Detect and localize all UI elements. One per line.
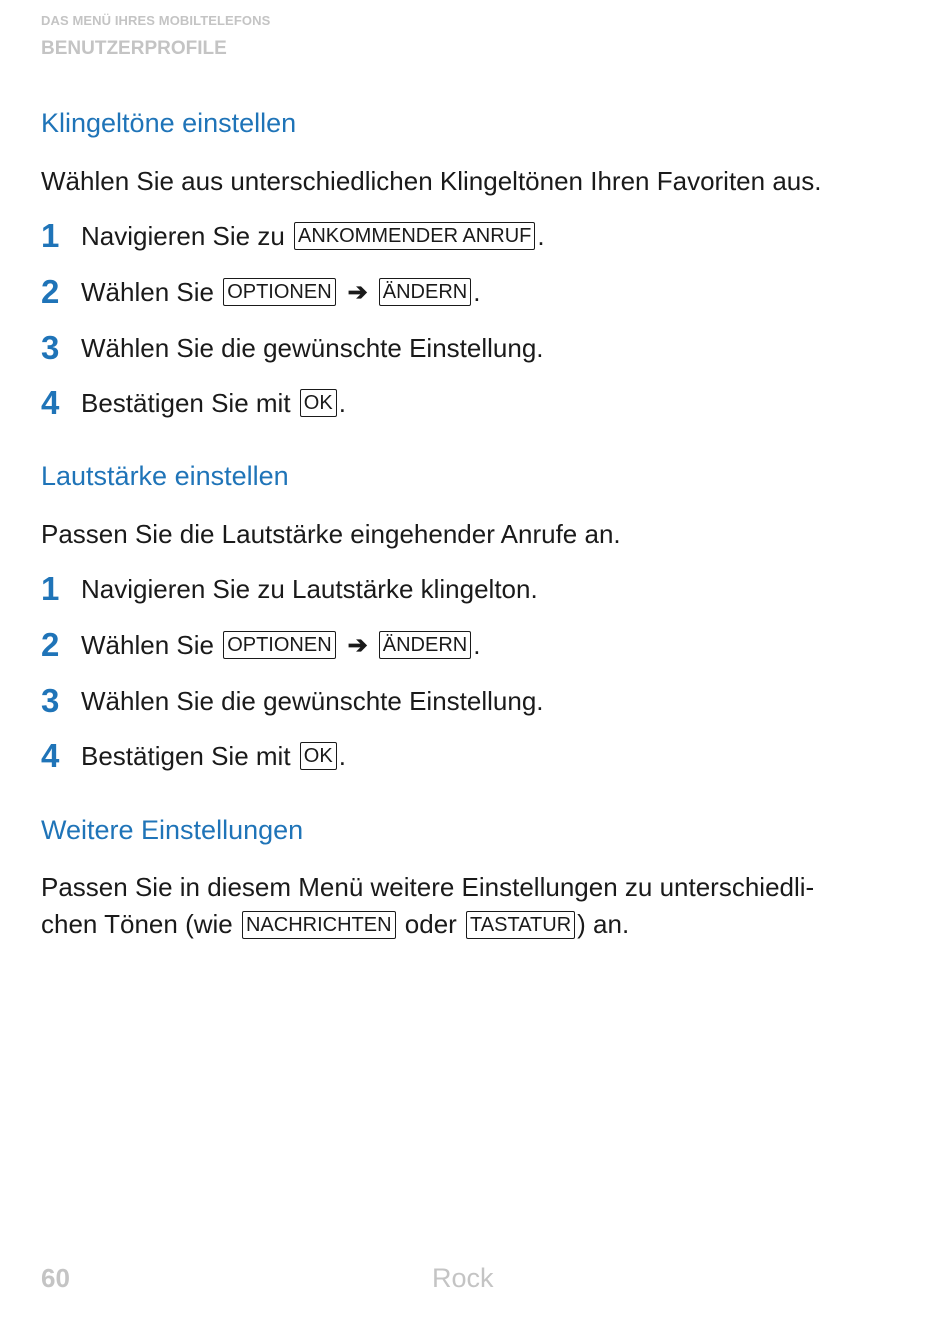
step-text: Navigieren Sie zu Lautstärke klingelton. — [81, 573, 538, 604]
section-title: BENUTZERPROFILE — [41, 38, 227, 59]
step-number: 1 — [41, 217, 60, 254]
text-fragment: ) an. — [577, 909, 630, 939]
punct: . — [473, 629, 481, 660]
step-number: 1 — [41, 570, 60, 607]
key-ok: OK — [300, 742, 337, 770]
text-fragment: chen Tönen (wie — [41, 909, 240, 939]
punct: . — [338, 387, 346, 418]
key-aendern: ÄNDERN — [379, 631, 471, 659]
key-ok: OK — [300, 389, 337, 417]
step-3 — [41, 328, 544, 368]
key-ankommender-anruf: ANKOMMENDER ANRUF — [294, 222, 535, 250]
arrow-right-icon: ➔ — [347, 278, 368, 306]
step-4 — [41, 383, 346, 423]
step-1 — [41, 216, 545, 256]
text-fragment: oder — [397, 909, 465, 939]
chapter-title: DAS MENÜ IHRES MOBILTELEFONS — [41, 13, 271, 28]
heading-klingeltoene: Klingeltöne einstellen — [41, 108, 297, 138]
step-number: 3 — [41, 682, 60, 719]
step-2 — [41, 272, 480, 312]
page-number: 60 — [41, 1263, 70, 1293]
punct: . — [338, 740, 346, 771]
step-text: Bestätigen Sie mit — [81, 740, 298, 771]
key-aendern: ÄNDERN — [379, 278, 471, 306]
key-nachrichten: NACHRICHTEN — [242, 911, 396, 939]
intro-lautstaerke: Passen Sie die Lautstärke eingehender Anrufe an. — [41, 519, 621, 549]
step-number: 4 — [41, 384, 60, 421]
step-4 — [41, 736, 346, 776]
punct: . — [473, 276, 481, 307]
step-3 — [41, 681, 544, 721]
step-2 — [41, 625, 480, 665]
heading-lautstaerke: Lautstärke einstellen — [41, 461, 289, 491]
step-text: Bestätigen Sie mit — [81, 387, 298, 418]
intro-klingeltoene: Wählen Sie aus unterschiedlichen Klingeltönen Ihren Favoriten aus. — [41, 166, 822, 196]
arrow-right-icon: ➔ — [347, 631, 368, 659]
step-text: Wählen Sie — [81, 629, 222, 660]
step-text: Wählen Sie die gewünschte Einstellung. — [81, 685, 544, 716]
step-1 — [41, 569, 538, 609]
key-optionen: OPTIONEN — [223, 631, 335, 659]
step-text: Wählen Sie die gewünschte Einstellung. — [81, 332, 544, 363]
step-text: Wählen Sie — [81, 276, 222, 307]
heading-weitere: Weitere Einstellungen — [41, 815, 304, 845]
step-text: Navigieren Sie zu — [81, 220, 292, 251]
key-optionen: OPTIONEN — [223, 278, 335, 306]
punct: . — [537, 220, 545, 251]
paragraph-line-1: Passen Sie in diesem Menü weitere Einstellungen zu unterschiedli- — [41, 872, 815, 902]
key-tastatur: TASTATUR — [466, 911, 575, 939]
step-number: 4 — [41, 737, 60, 774]
step-number: 2 — [41, 273, 60, 310]
step-number: 2 — [41, 626, 60, 663]
paragraph-line-2 — [41, 906, 814, 943]
step-number: 3 — [41, 329, 60, 366]
brand-name: Rock — [432, 1263, 494, 1293]
paragraph-weitere — [41, 869, 814, 943]
